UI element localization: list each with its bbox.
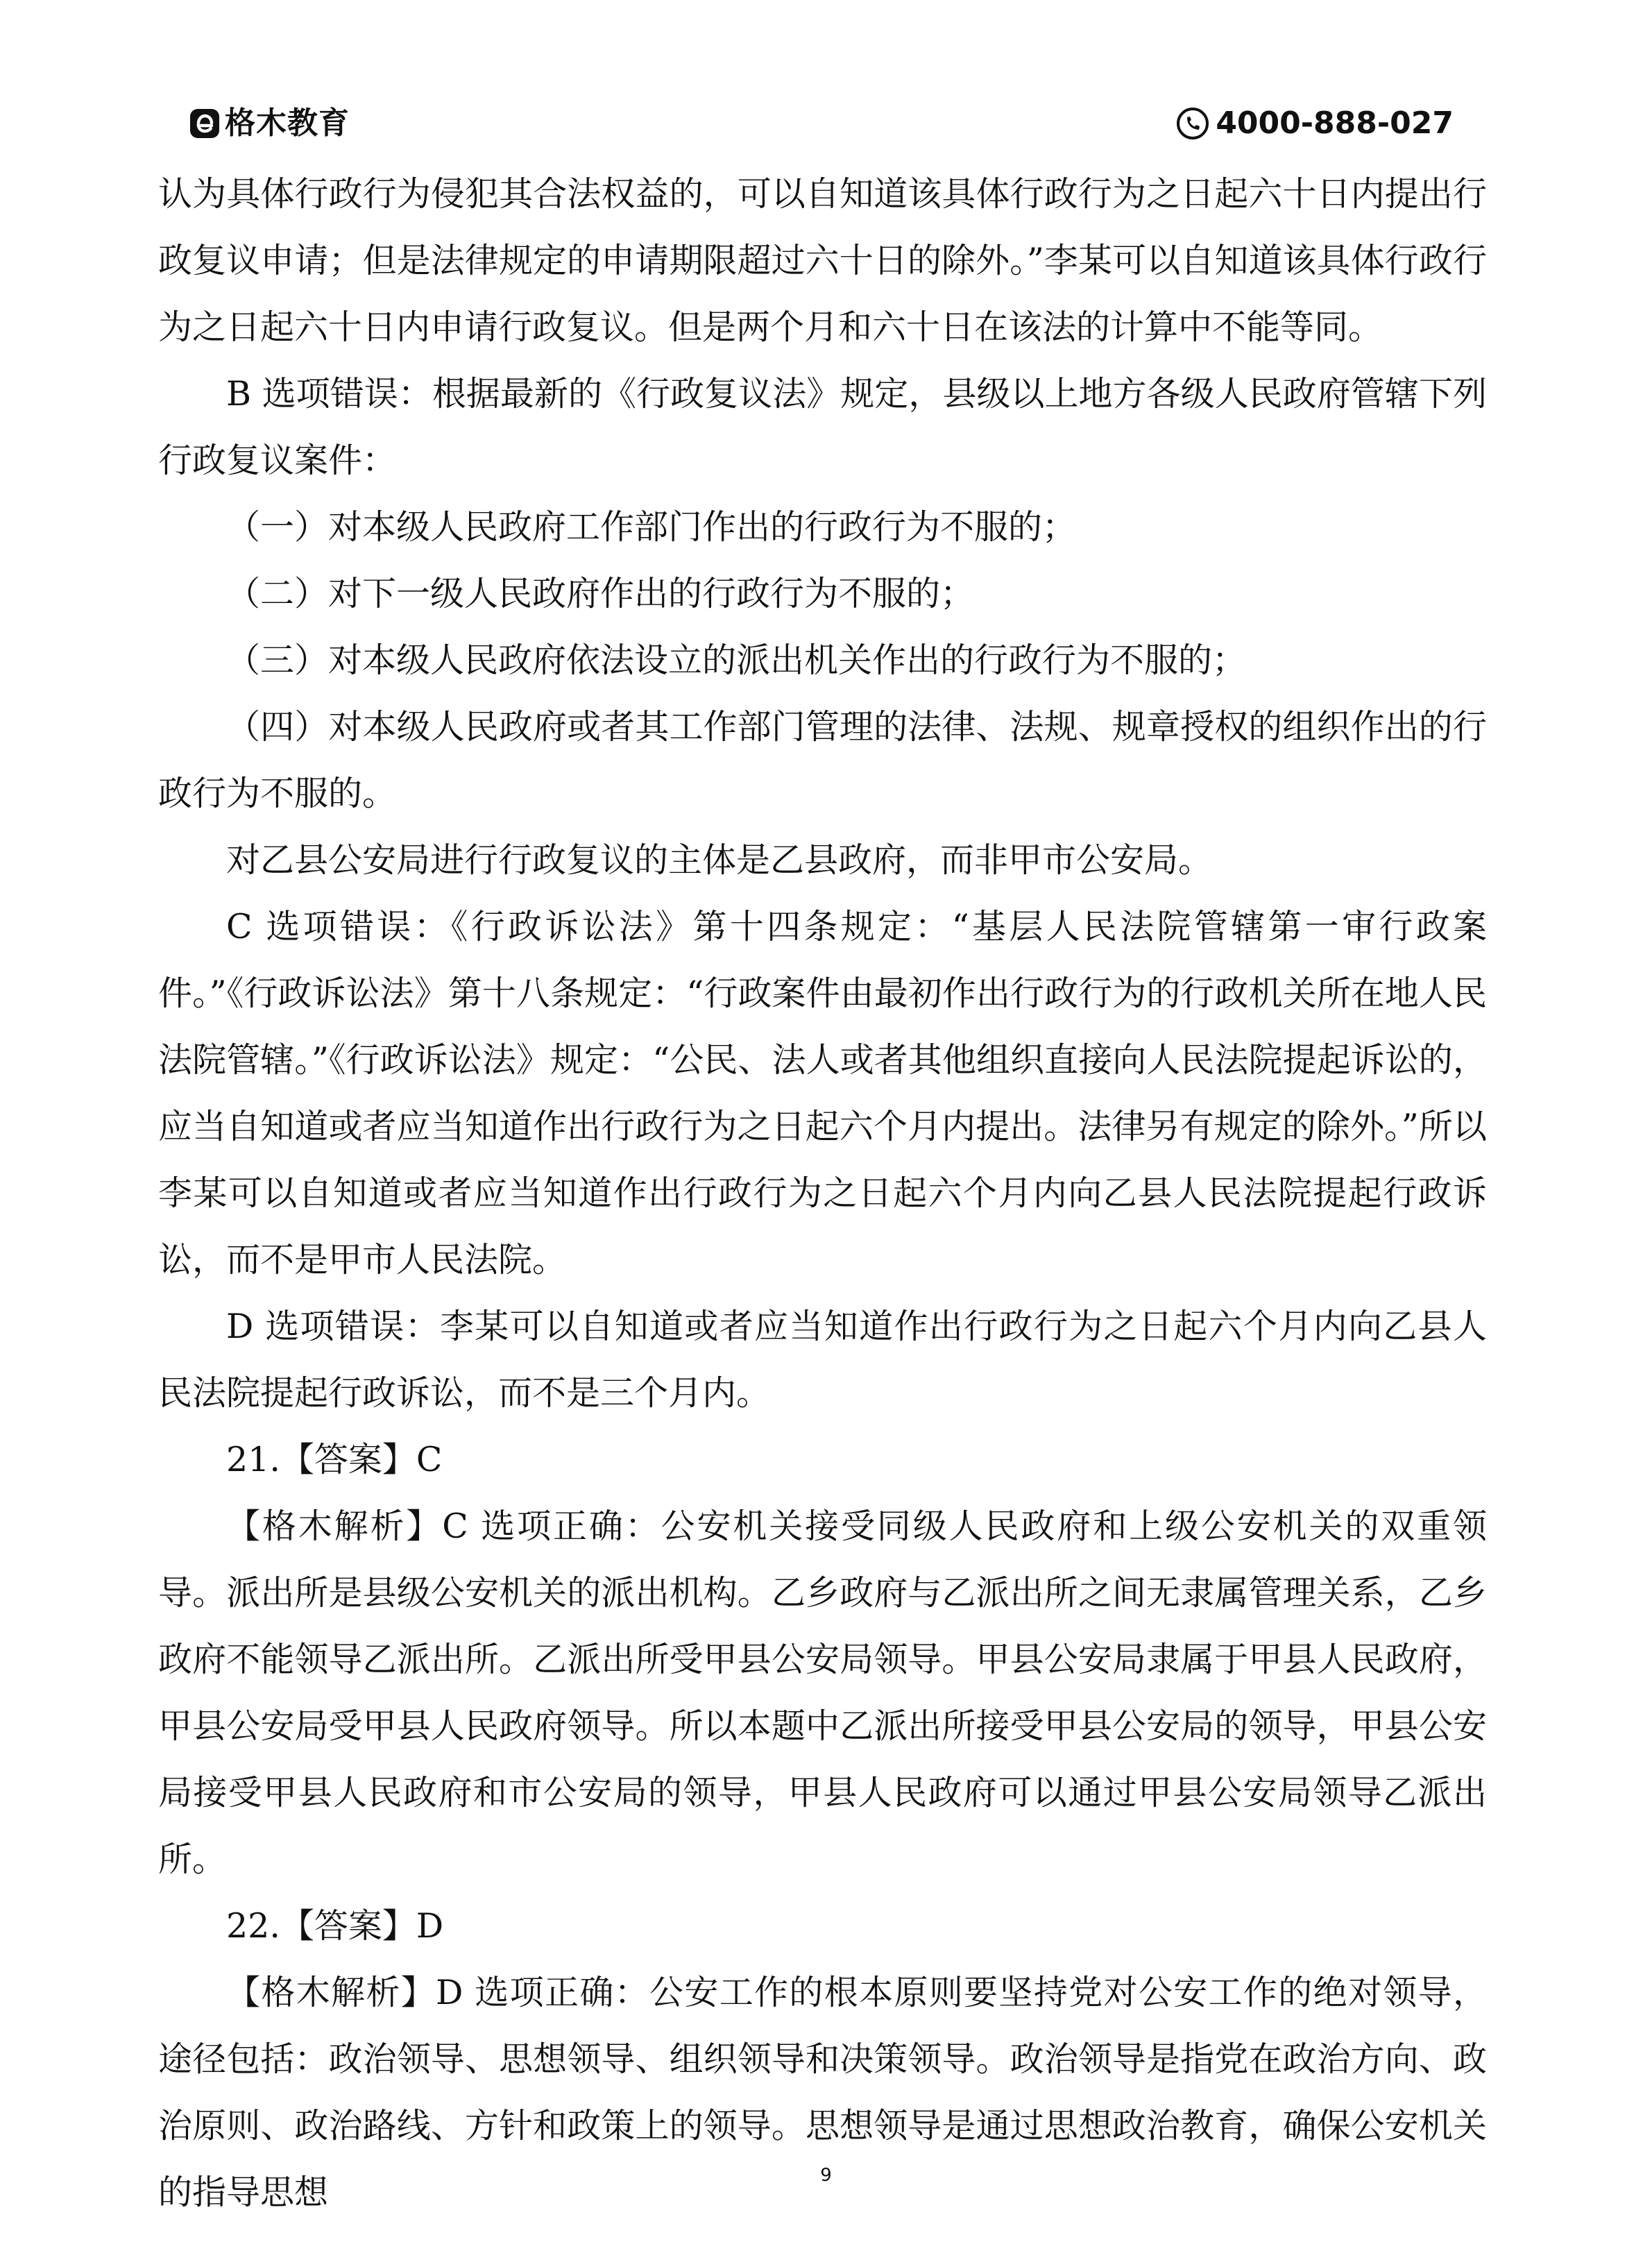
paragraph: C 选项错误：《行政诉讼法》第十四条规定：“基层人民法院管辖第一审行政案件。”《行政诉讼法》第十八条规定：“行政案件由最初作出行政行为的行政机关所在地人民法院管辖。”《行政诉讼法》规定：“公民、法人或者其他组织直接向人民法院提起诉讼的，应当自知道或者应当知道作出行政行为之日起六个月内提出。法律另有规定的除外。”所以李某可以自知道或者应当知道作出行政行为之日起六个月内向乙县人民法院提起行政诉讼，而不是甲市人民法院。	[158, 907, 1487, 1280]
list-item: （四）对本级人民政府或者其工作部门管理的法律、法规、规章授权的组织作出的行政行为不服的。	[158, 707, 1487, 813]
answer-heading: 22.【答案】D	[226, 1906, 444, 1946]
page-header	[0, 0, 1652, 153]
document-body	[158, 161, 1487, 2226]
page-number: 9	[820, 2165, 832, 2186]
paragraph: B 选项错误：根据最新的《行政复议法》规定，县级以上地方各级人民政府管辖下列行政复议案件：	[158, 374, 1487, 480]
paragraph: D 选项错误：李某可以自知道或者应当知道作出行政行为之日起六个月内向乙县人民法院提起行政诉讼，而不是三个月内。	[158, 1307, 1487, 1413]
paragraph: 认为具体行政行为侵犯其合法权益的，可以自知道该具体行政行为之日起六十日内提出行政复议申请；但是法律规定的申请期限超过六十日的除外。”李某可以自知道该具体行政行为之日起六十日内申请行政复议。但是两个月和六十日在该法的计算中不能等同。	[158, 174, 1487, 347]
e-logo-icon	[189, 108, 221, 139]
hotline	[1175, 103, 1454, 144]
paragraph: 【格木解析】C 选项正确：公安机关接受同级人民政府和上级公安机关的双重领导。派出所是县级公安机关的派出机构。乙乡政府与乙派出所之间无隶属管理关系，乙乡政府不能领导乙派出所。乙派出所受甲县公安局领导。甲县公安局隶属于甲县人民政府，甲县公安局受甲县人民政府领导。所以本题中乙派出所接受甲县公安局的领导，甲县公安局接受甲县人民政府和市公安局的领导，甲县人民政府可以通过甲县公安局领导乙派出所。	[158, 1506, 1487, 1879]
brand-logo	[189, 103, 350, 144]
brand-name: 格木教育	[225, 105, 350, 141]
paragraph: 对乙县公安局进行行政复议的主体是乙县政府，而非甲市公安局。	[226, 840, 1213, 880]
paragraph: 【格木解析】D 选项正确：公安工作的根本原则要坚持党对公安工作的绝对领导，途径包括：政治领导、思想领导、组织领导和决策领导。政治领导是指党在政治方向、政治原则、政治路线、方针和政策上的领导。思想领导是通过思想政治教育，确保公安机关的指导思想	[158, 1973, 1487, 2212]
list-item: （一）对本级人民政府工作部门作出的行政行为不服的；	[226, 507, 1077, 547]
hotline-number: 4000-888-027	[1216, 105, 1454, 141]
list-item: （三）对本级人民政府依法设立的派出机关作出的行政行为不服的；	[226, 640, 1247, 680]
list-item: （二）对下一级人民政府作出的行政行为不服的；	[226, 574, 975, 613]
answer-heading: 21.【答案】C	[226, 1440, 443, 1479]
phone-icon	[1175, 106, 1210, 141]
